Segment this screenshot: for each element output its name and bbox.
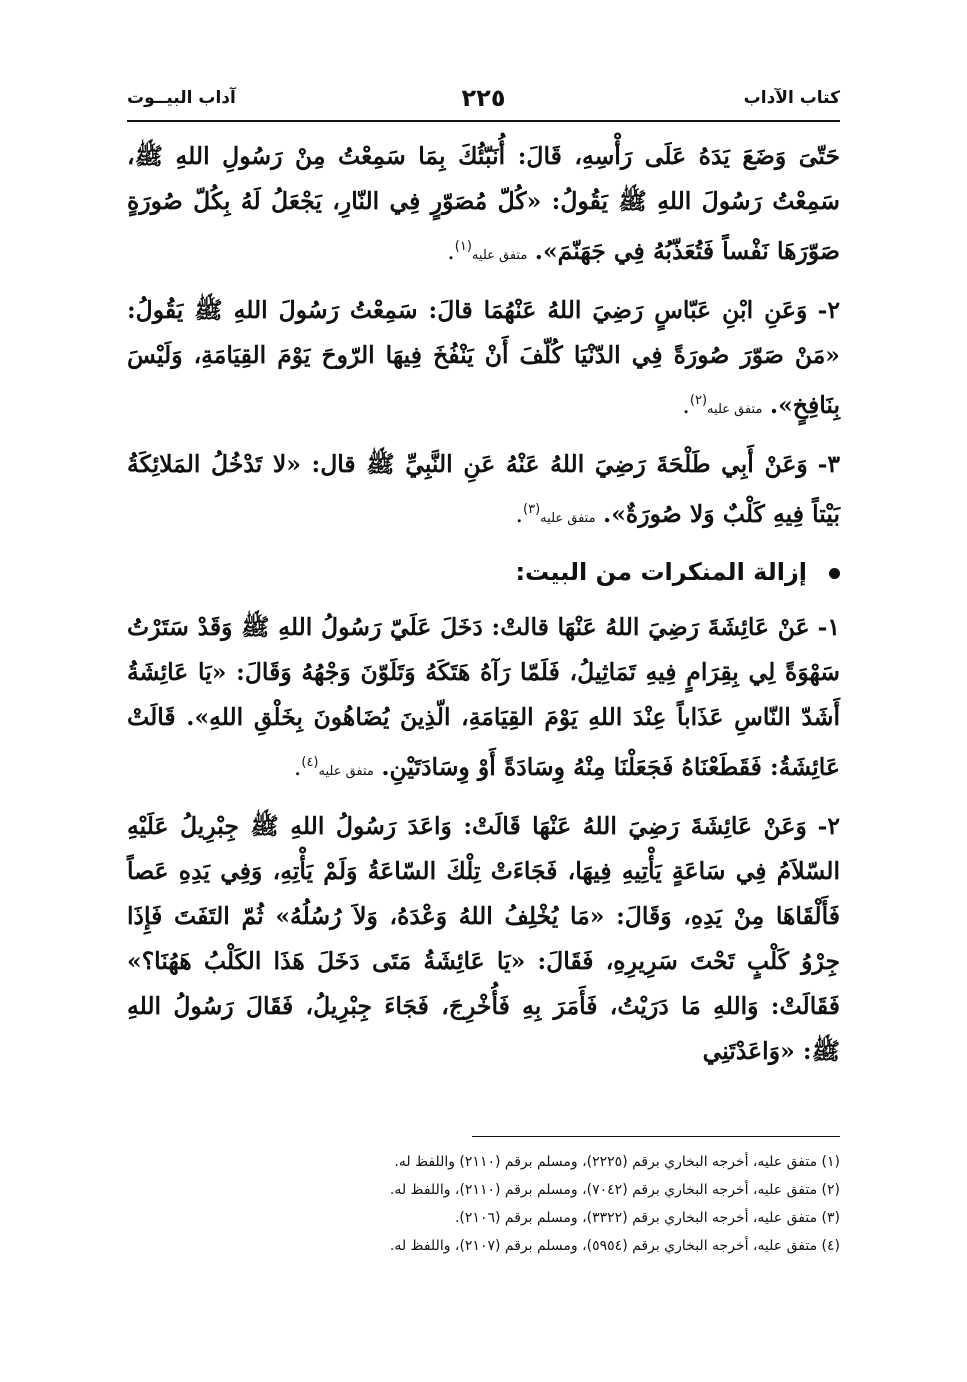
bullet-icon bbox=[829, 568, 840, 579]
book-title: كتاب الآداب bbox=[743, 88, 840, 108]
hadith-paragraph: ٢- وَعَنِ ابْنِ عَبّاسٍ رَضِيَ اللهُ عَنْهُمَا قالَ: سَمِعْتُ رَسُولَ اللهِ ﷺ يَقُولُ: «مَنْ صَوّرَ صُورَةً فِي الدّنْيَا كُلّفَ أَنْ يَنْفُخَ فِيهَا الرّوحَ يَوْمَ القِيَامَةِ، وَلَيْسَ بِنَافِخٍ». متفق عليه$^{(٢)}$. bbox=[127, 295, 840, 419]
hadith-number: ٣- bbox=[817, 449, 840, 478]
footnote-divider bbox=[472, 1136, 840, 1137]
hadith-paragraph: ١- عَنْ عَائِشَةَ رَضِيَ اللهُ عَنْهَا قالتْ: دَخَلَ عَلَيّ رَسُولُ اللهِ ﷺ وَقَدْ سَتَرْتُ سَهْوَةً لِي بِقِرَامٍ فِيهِ تَمَاثِيلُ، فَلَمّا رَآهُ هَتَكَهُ وَتَلَوّنَ وَجْهُهُ وَقَالَ: «يَا عَائِشَةُ أَشَدّ النّاسِ عَذَاباً عِنْدَ اللهِ يَوْمَ القِيَامَةِ، الّذِينَ يُضَاهُونَ بِخَلْقِ اللهِ». قَالَتْ عَائِشَةُ: فَقَطَعْنَاهُ فَجَعَلْنَا مِنْهُ وِسَادَةً أَوْ وِسَادَتَيْنِ. متفق عليه$^{(٤)}$. bbox=[127, 613, 840, 782]
hadith-text: وَعَنِ ابْنِ عَبّاسٍ رَضِيَ اللهُ عَنْهُمَا قالَ: سَمِعْتُ رَسُولَ اللهِ ﷺ يَقُولُ: «مَنْ صَوّرَ صُورَةً فِي الدّنْيَا كُلّفَ أَنْ يَنْفُخَ فِيهَا الرّوحَ يَوْمَ القِيَامَةِ، وَلَيْسَ بِنَافِخٍ». bbox=[127, 295, 840, 419]
footnote-marker[interactable]: (٣) bbox=[523, 501, 541, 517]
hadith-paragraph: ٣- وَعَنْ أَبِي طَلْحَةَ رَضِيَ اللهُ عَنْهُ عَنِ النَّبِيِّ ﷺ قال: «لا تَدْخُلُ المَلائِكَةُ بَيْتاً فِيهِ كَلْبٌ وَلا صُورَةٌ». متفق عليه$^{(٣)}$. bbox=[127, 449, 840, 528]
hadith-reference: متفق عليه bbox=[471, 247, 528, 263]
main-text bbox=[127, 134, 840, 1084]
hadith-number: ٢- bbox=[817, 812, 840, 841]
hadith-reference: متفق عليه bbox=[540, 510, 596, 526]
hadith-text: وَعَنْ عَائِشَةَ رَضِيَ اللهُ عَنْهَا قَالَتْ: وَاعَدَ رَسُولُ اللهِ ﷺ جِبْرِيلُ عَلَيْهِ السّلاَمُ فِي سَاعَةٍ يَأْتِيهِ فِيهَا، فَجَاءَتْ تِلْكَ السّاعَةُ وَلَمْ يَأْتِهِ، وَفِي يَدِهِ عَصاً فَأَلْقَاهَا مِنْ يَدِهِ، وَقَالَ: «مَا يُخْلِفُ اللهُ وَعْدَهُ، وَلاَ رُسُلُهُ» ثُمّ التَفَتَ فَإِذَا جِرْوُ كَلْبٍ تَحْتَ سَرِيرِهِ، فَقَالَ: «يَا عَائِشَةُ مَتَى دَخَلَ هَذَا الكَلْبُ هَهُنَا؟» فَقَالَتْ: وَاللهِ مَا دَرَيْتُ، فَأَمَرَ بِهِ فَأُخْرِجَ، فَجَاءَ جِبْرِيلُ، فَقَالَ رَسُولُ اللهِ ﷺ: «وَاعَدْتَنِي bbox=[127, 812, 840, 1066]
header-divider bbox=[127, 120, 840, 122]
footnote-item: (٣) متفق عليه، أخرجه البخاري برقم (٣٣٢٢)، ومسلم برقم (٢١٠٦). bbox=[454, 1210, 840, 1226]
hadith-text: وَعَنْ أَبِي طَلْحَةَ رَضِيَ اللهُ عَنْهُ عَنِ النَّبِيِّ ﷺ قال: «لا تَدْخُلُ المَلائِكَةُ بَيْتاً فِيهِ كَلْبٌ وَلا صُورَةٌ». bbox=[127, 449, 840, 528]
hadith-reference: متفق عليه bbox=[318, 764, 374, 780]
section-heading-text: إزالة المنكرات من البيت: bbox=[515, 558, 807, 587]
hadith-paragraph bbox=[127, 804, 840, 1074]
page-number: ٢٢٥ bbox=[461, 84, 506, 112]
footnote-item: (٤) متفق عليه، أخرجه البخاري برقم (٥٩٥٤)، ومسلم برقم (٢١٠٧)، واللفظ له. bbox=[389, 1238, 840, 1254]
hadith-text: عَنْ عَائِشَةَ رَضِيَ اللهُ عَنْهَا قالتْ: دَخَلَ عَلَيّ رَسُولُ اللهِ ﷺ وَقَدْ سَتَرْتُ سَهْوَةً لِي بِقِرَامٍ فِيهِ تَمَاثِيلُ، فَلَمّا رَآهُ هَتَكَهُ وَتَلَوّنَ وَجْهُهُ وَقَالَ: «يَا عَائِشَةُ أَشَدّ النّاسِ عَذَاباً عِنْدَ اللهِ يَوْمَ القِيَامَةِ، الّذِينَ يُضَاهُونَ بِخَلْقِ اللهِ». قَالَتْ عَائِشَةُ: فَقَطَعْنَاهُ فَجَعَلْنَا مِنْهُ وِسَادَةً أَوْ وِسَادَتَيْنِ. bbox=[127, 613, 840, 782]
footnote-item: (٢) متفق عليه، أخرجه البخاري برقم (٧٠٤٢)، ومسلم برقم (٢١١٠)، واللفظ له. bbox=[389, 1182, 840, 1198]
hadith-number: ١- bbox=[817, 613, 840, 642]
footnote-item: (١) متفق عليه، أخرجه البخاري برقم (٢٢٢٥)، ومسلم برقم (٢١١٠) واللفظ له. bbox=[394, 1154, 840, 1170]
hadith-reference: متفق عليه bbox=[707, 401, 763, 417]
footnote-marker[interactable]: (٤) bbox=[301, 755, 319, 771]
section-heading bbox=[127, 550, 840, 595]
footnotes bbox=[127, 1148, 840, 1260]
footnote-marker[interactable]: (٢) bbox=[689, 392, 708, 408]
hadith-text: حَتّىَ وَضَعَ يَدَهُ عَلَى رَأْسِهِ، قَالَ: أُنَبّئُكَ بِمَا سَمِعْتُ مِنْ رَسُولِ اللهِ ﷺ، سَمِعْتُ رَسُولَ اللهِ ﷺ يَقُولُ: «كُلّ مُصَوّرٍ فِي النّارِ، يَجْعَلُ لَهُ بِكُلّ صُورَةٍ صَوّرَهَا نَفْساً فَتُعَذّبُهُ فِي جَهَنّمَ». bbox=[127, 142, 840, 265]
footnote-marker[interactable]: (١) bbox=[454, 239, 472, 254]
running-head bbox=[127, 84, 840, 116]
chapter-title: آداب البيــوت bbox=[127, 88, 236, 108]
hadith-paragraph: حَتّىَ وَضَعَ يَدَهُ عَلَى رَأْسِهِ، قَالَ: أُنَبّئُكَ بِمَا سَمِعْتُ مِنْ رَسُولِ اللهِ ﷺ، سَمِعْتُ رَسُولَ اللهِ ﷺ يَقُولُ: «كُلّ مُصَوّرٍ فِي النّارِ، يَجْعَلُ لَهُ بِكُلّ صُورَةٍ صَوّرَهَا نَفْساً فَتُعَذّبُهُ فِي جَهَنّمَ». متفق عليه$^{(١)}$. bbox=[127, 142, 840, 265]
hadith-number: ٢- bbox=[817, 295, 840, 324]
